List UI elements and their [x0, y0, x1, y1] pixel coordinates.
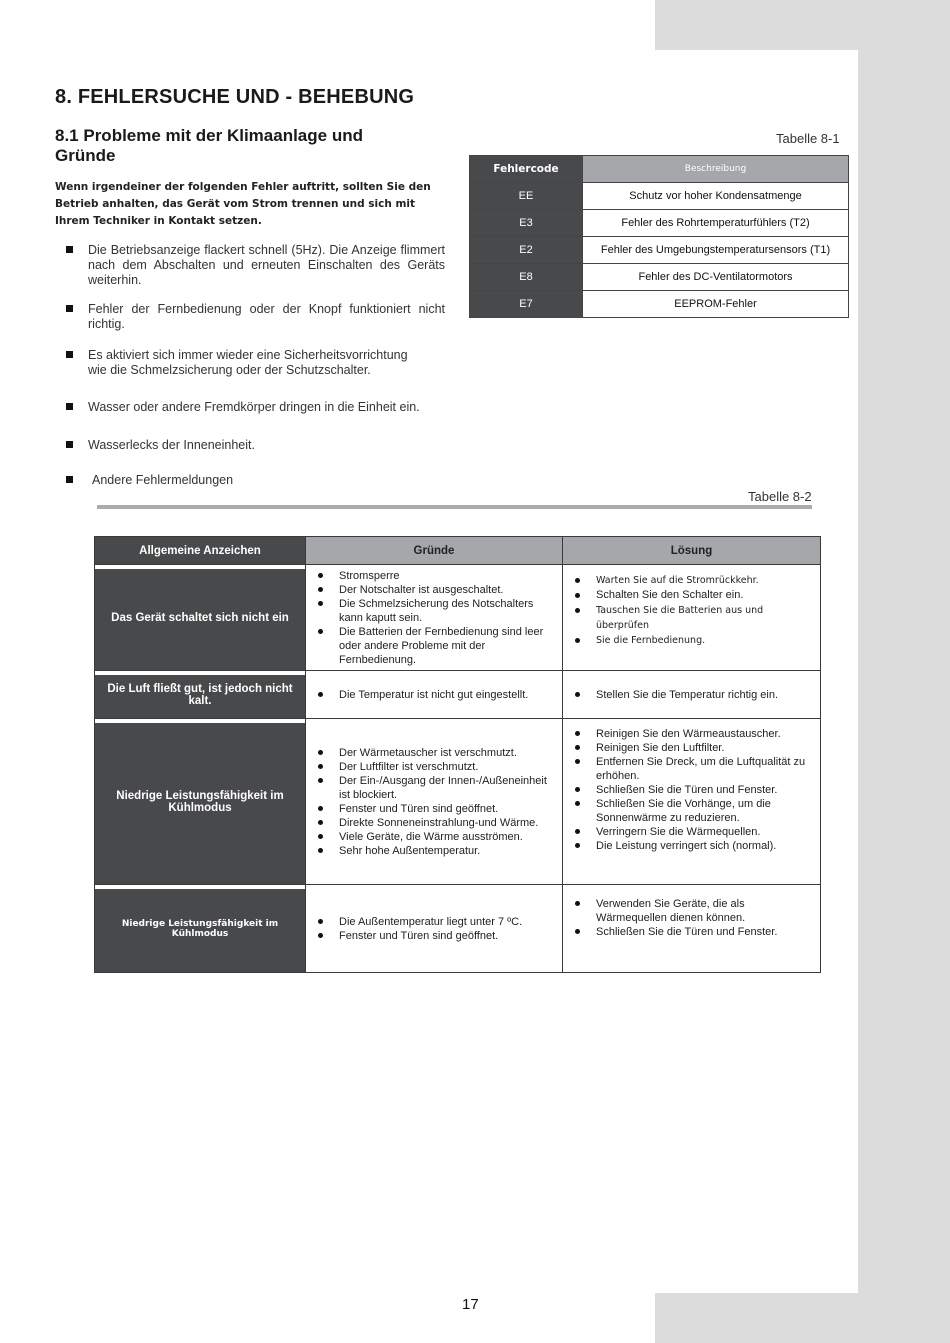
list-item: Der Luftfilter ist verschmutzt. [306, 760, 560, 774]
solutions-cell [563, 885, 821, 973]
list-item: Sehr hohe Außentemperatur. [306, 844, 560, 858]
square-bullet-icon [66, 441, 73, 448]
symptom-cell: Niedrige Leistungsfähigkeit im Kühlmodus [95, 885, 306, 973]
list-item: Der Ein-/Ausgang der Innen-/Außeneinheit ist blockiert. [306, 774, 560, 802]
bullet-text: Wasserlecks der Inneneinheit. [88, 438, 255, 452]
list-item: Fenster und Türen sind geöffnet. [306, 929, 560, 943]
list-item: Schließen Sie die Türen und Fenster. [563, 925, 818, 939]
bullet-text: Die Betriebsanzeige flackert schnell (5Hz). Die Anzeige flimmert nach dem Abschalten und erneuten Einschalten des Geräts weiterhin. [88, 243, 445, 287]
list-item: Reinigen Sie den Wärmeaustauscher. [563, 727, 818, 741]
square-bullet-icon [66, 305, 73, 312]
solutions-cell [563, 565, 821, 671]
bullet-item [66, 302, 445, 332]
table-row [470, 264, 849, 291]
reasons-cell [306, 719, 563, 885]
column-header-reasons: Gründe [306, 537, 563, 565]
table-row [470, 210, 849, 237]
reasons-list [306, 569, 560, 667]
error-code-table [469, 155, 849, 318]
error-description: Fehler des Rohrtemperaturfühlers (T2) [583, 210, 849, 237]
error-code: E7 [470, 291, 583, 318]
bullet-item [66, 438, 486, 453]
list-item: Fenster und Türen sind geöffnet. [306, 802, 560, 816]
decorative-margin-bottom [655, 1293, 950, 1343]
square-bullet-icon [66, 351, 73, 358]
list-item: Die Leistung verringert sich (normal). [563, 839, 818, 853]
error-code: EE [470, 183, 583, 210]
solutions-list [563, 688, 818, 702]
bullet-item [66, 243, 445, 288]
symptom-cell: Niedrige Leistungsfähigkeit im Kühlmodus [95, 719, 306, 885]
solutions-list [563, 727, 818, 853]
table1-caption: Tabelle 8-1 [776, 131, 840, 146]
table-row [95, 719, 821, 885]
bullet-item [66, 348, 426, 378]
list-item: Reinigen Sie den Luftfilter. [563, 741, 818, 755]
square-bullet-icon [66, 476, 73, 483]
list-item: Die Schmelzsicherung des Notschalters kann kaputt sein. [306, 597, 560, 625]
table-row [470, 291, 849, 318]
list-item: Verringern Sie die Wärmequellen. [563, 825, 818, 839]
list-item: Schließen Sie die Vorhänge, um die Sonnenwärme zu reduzieren. [563, 797, 818, 825]
list-item: Die Temperatur ist nicht gut eingestellt. [306, 688, 560, 702]
solutions-list [563, 573, 818, 648]
reasons-cell [306, 885, 563, 973]
reasons-cell [306, 565, 563, 671]
column-header-code: Fehlercode [470, 156, 583, 183]
solutions-cell [563, 719, 821, 885]
table-row [95, 671, 821, 719]
reasons-list [306, 688, 560, 702]
symptom-cell: Das Gerät schaltet sich nicht ein [95, 565, 306, 671]
list-item: Sie die Fernbedienung. [563, 633, 818, 648]
list-item: Entfernen Sie Dreck, um die Luftqualität zu erhöhen. [563, 755, 818, 783]
bullet-text: Fehler der Fernbedienung oder der Knopf funktioniert nicht richtig. [88, 302, 445, 331]
intro-text: Wenn irgendeiner der folgenden Fehler auftritt, sollten Sie den Betrieb anhalten, das Gerät vom Strom trennen und sich mit Ihrem Techniker in Kontakt setzen. [55, 181, 431, 227]
list-item: Der Notschalter ist ausgeschaltet. [306, 583, 560, 597]
bullet-text: Andere Fehlermeldungen [92, 473, 234, 487]
bullet-item [66, 400, 486, 415]
table-row [470, 237, 849, 264]
error-code: E2 [470, 237, 583, 264]
bullet-item [66, 473, 486, 488]
page-number: 17 [462, 1296, 479, 1313]
solutions-cell [563, 671, 821, 719]
table-row [470, 183, 849, 210]
list-item: Die Außentemperatur liegt unter 7 ºC. [306, 915, 560, 929]
list-item: Warten Sie auf die Stromrückkehr. [563, 573, 818, 588]
list-item: Stromsperre [306, 569, 560, 583]
column-header-description: Beschreibung [583, 156, 849, 183]
troubleshooting-table [94, 536, 821, 973]
list-item: Schalten Sie den Schalter ein. [563, 588, 818, 603]
list-item: Schließen Sie die Türen und Fenster. [563, 783, 818, 797]
error-description: Fehler des Umgebungstemperatursensors (T1) [583, 237, 849, 264]
table-header-row [95, 537, 821, 565]
table-header-row [470, 156, 849, 183]
square-bullet-icon [66, 403, 73, 410]
table-row [95, 885, 821, 973]
list-item: Viele Geräte, die Wärme ausströmen. [306, 830, 560, 844]
subsection-heading: 8.1 Probleme mit der Klimaanlage und Gründe [55, 126, 363, 165]
error-code: E8 [470, 264, 583, 291]
list-item: Stellen Sie die Temperatur richtig ein. [563, 688, 818, 702]
section-heading: 8. FEHLERSUCHE UND - BEHEBUNG [55, 86, 415, 108]
reasons-list [306, 915, 560, 943]
decorative-margin-right [858, 0, 950, 1343]
reasons-list [306, 746, 560, 858]
bullet-text: Wasser oder andere Fremdkörper dringen in die Einheit ein. [88, 400, 420, 414]
caption-divider [97, 505, 812, 509]
error-description: Fehler des DC-Ventilatormotors [583, 264, 849, 291]
list-item: Verwenden Sie Geräte, die als Wärmequellen dienen können. [563, 897, 818, 925]
table-row [95, 565, 821, 671]
list-item: Direkte Sonneneinstrahlung-und Wärme. [306, 816, 560, 830]
table2-caption: Tabelle 8-2 [748, 489, 812, 504]
list-item: Tauschen Sie die Batterien aus und überprüfen [563, 603, 818, 633]
list-item: Die Batterien der Fernbedienung sind leer oder andere Probleme mit der Fernbedienung. [306, 625, 560, 667]
error-description: EEPROM-Fehler [583, 291, 849, 318]
list-item: Der Wärmetauscher ist verschmutzt. [306, 746, 560, 760]
square-bullet-icon [66, 246, 73, 253]
reasons-cell [306, 671, 563, 719]
solutions-list [563, 897, 818, 939]
column-header-symptoms: Allgemeine Anzeichen [95, 537, 306, 565]
column-header-solution: Lösung [563, 537, 821, 565]
bullet-text: Es aktiviert sich immer wieder eine Sicherheitsvorrichtung wie die Schmelzsicherung oder der Schutzschalter. [88, 348, 408, 377]
symptom-cell: Die Luft fließt gut, ist jedoch nicht kalt. [95, 671, 306, 719]
error-description: Schutz vor hoher Kondensatmenge [583, 183, 849, 210]
error-code: E3 [470, 210, 583, 237]
